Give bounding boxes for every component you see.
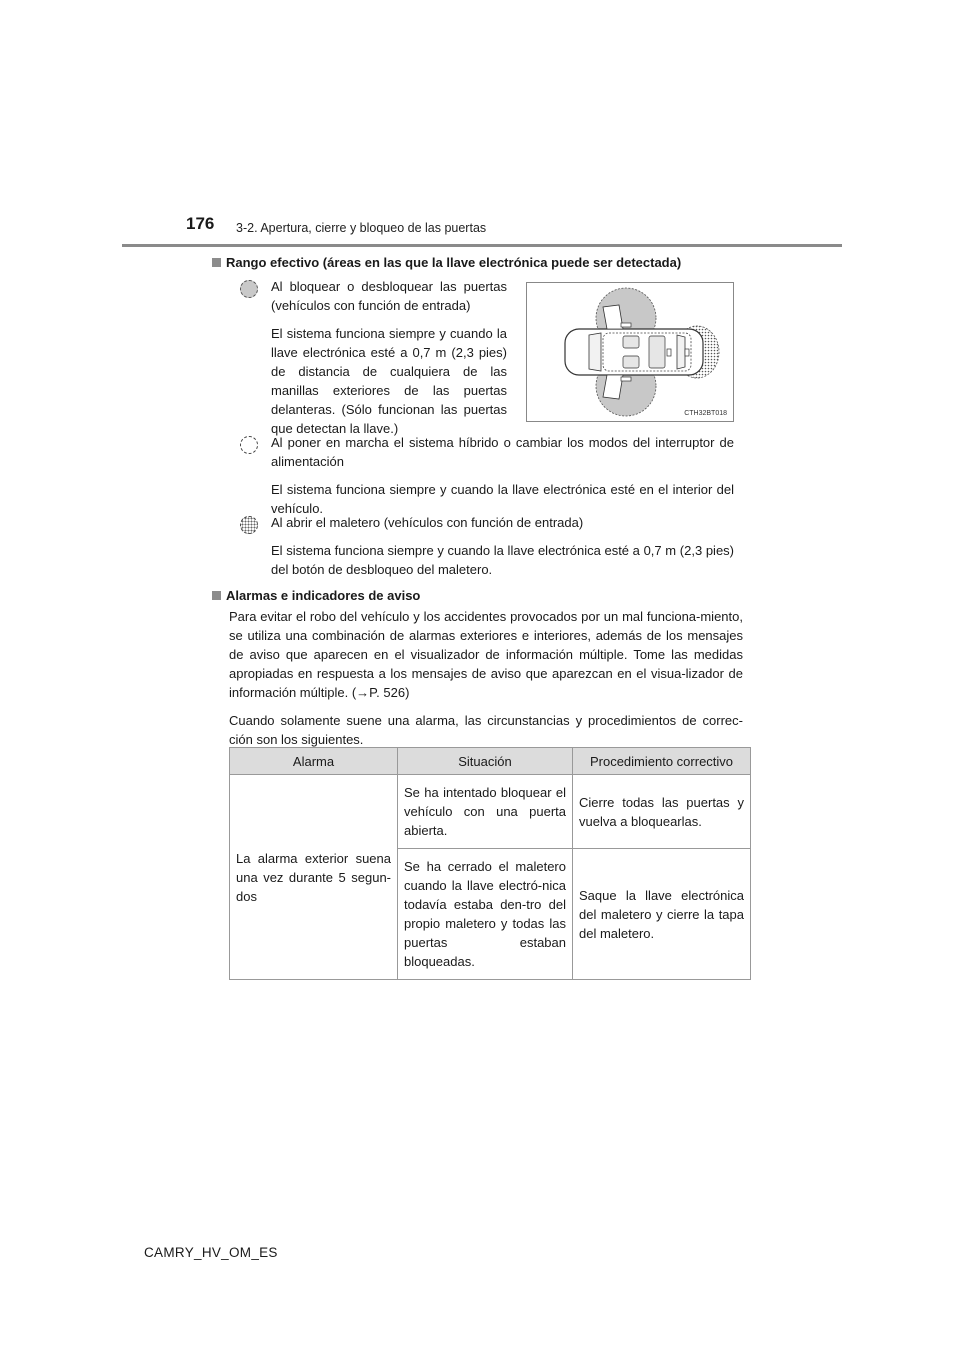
vehicle-top-view-icon (527, 283, 733, 421)
header-divider (122, 244, 842, 247)
column-header-procedure: Procedimiento correctivo (573, 748, 751, 775)
document-code: CAMRY_HV_OM_ES (144, 1245, 278, 1260)
column-header-situation: Situación (398, 748, 573, 775)
range-item-doors (271, 277, 507, 438)
square-bullet-icon (212, 591, 221, 600)
table-row (230, 775, 751, 849)
alarm-table (229, 747, 751, 980)
page-number: 176 (186, 214, 215, 233)
range-item-doors-title: Al bloquear o desbloquear las puertas (vehículos con función de entrada) (271, 279, 507, 313)
square-bullet-icon (212, 258, 221, 267)
table-cell-alarm: La alarma exterior suena una vez durante 5 segun-dos (230, 775, 398, 980)
section-heading-alarms (212, 588, 420, 604)
table-cell-situation: Se ha cerrado el maletero cuando la llave electró-nica todavía estaba den-tro del propio maletero y todas las puertas estaban bloqueadas. (398, 849, 573, 980)
range-item-interior (271, 433, 734, 518)
range-item-trunk (271, 513, 734, 579)
trunk-range-marker-icon (240, 516, 258, 534)
figure-code: CTH32BT018 (684, 410, 727, 417)
section-heading-text: Alarmas e indicadores de aviso (226, 588, 421, 603)
table-cell-procedure: Cierre todas las puertas y vuelva a bloquearlas. (573, 775, 751, 849)
range-item-trunk-title: Al abrir el maletero (vehículos con función de entrada) (271, 515, 584, 530)
interior-range-marker-icon (240, 436, 258, 454)
table-header-row (230, 748, 751, 775)
section-heading-text: Rango efectivo (áreas en las que la llave electrónica puede ser detectada) (226, 255, 682, 270)
alarms-description (229, 607, 743, 749)
table-cell-situation: Se ha intentado bloquear el vehículo con una puerta abierta. (398, 775, 573, 849)
front-door-range-marker-icon (240, 280, 258, 298)
alarms-paragraph-1: Para evitar el robo del vehículo y los accidentes provocados por un mal funciona-miento, se utiliza una combinación de alarmas exteriores e interiores, además de los mensajes de aviso que aparecen en el visualizador de información múltiple. Tome las medidas apropiadas en respuesta a los mensajes de aviso que aparezcan en el visua-lizador de información múltiple. (→P. 526) (229, 609, 743, 700)
range-item-doors-body: El sistema funciona siempre y cuando la llave electrónica esté a 0,7 m (2,3 pies) de distancia de cualquiera de las manillas exteriores de las puertas delanteras. (Sólo funcionan las puertas que detectan la llave.) (271, 326, 507, 436)
detection-range-figure (526, 282, 734, 422)
section-heading-effective-range (212, 255, 681, 271)
range-item-interior-body: El sistema funciona siempre y cuando la llave electrónica esté en el interior del vehículo. (271, 482, 734, 516)
alarms-paragraph-2: Cuando solamente suene una alarma, las circunstancias y procedimientos de correc-ción son los siguientes. (229, 713, 743, 747)
range-item-interior-title: Al poner en marcha el sistema híbrido o cambiar los modos del interruptor de alimentación (271, 435, 734, 469)
column-header-alarm: Alarma (230, 748, 398, 775)
range-item-trunk-body: El sistema funciona siempre y cuando la llave electrónica esté a 0,7 m (2,3 pies) del botón de desbloqueo del maletero. (271, 543, 734, 577)
chapter-title: 3-2. Apertura, cierre y bloqueo de las puertas (236, 221, 487, 235)
table-cell-procedure: Saque la llave electrónica del maletero y cierre la tapa del maletero. (573, 849, 751, 980)
